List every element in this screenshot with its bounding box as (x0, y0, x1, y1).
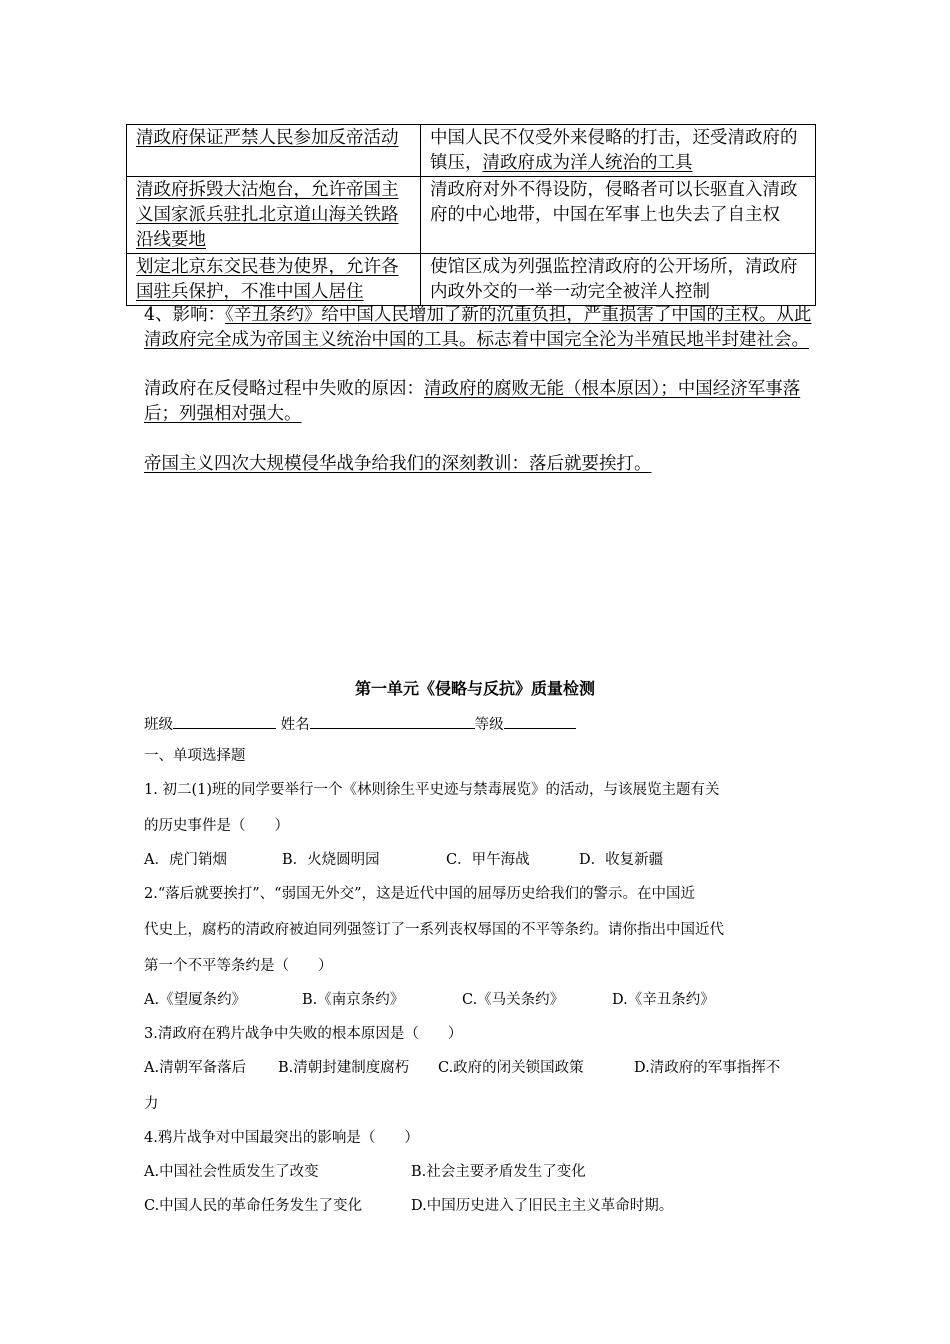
table-cell-content (127, 125, 421, 177)
treaty-content-text: 清政府保证严禁人民参加反帝活动 (136, 128, 399, 148)
table-row (127, 125, 816, 177)
question-3-line: 3.清政府在鸦片战争中失败的根本原因是（ ） (144, 1026, 463, 1042)
option-a[interactable]: A.中国社会性质发生了改变 (144, 1164, 319, 1180)
name-label: 姓名 (280, 717, 310, 733)
question-2-options (144, 990, 715, 1010)
quiz-title: 第一单元《侵略与反抗》质量检测 (354, 679, 595, 698)
option-b[interactable]: B．火烧圆明园 (282, 852, 380, 868)
table-row (127, 254, 816, 306)
question-3-options (144, 1058, 780, 1078)
influence-text: 《辛丑条约》给中国人民增加了新的沉重负担，严重损害了中国的主权。从此清政府完全成为帝国主义统治中国的工具。标志着中国完全沦为半殖民地半封建社会。 (144, 305, 812, 350)
impact-text: 中国人民不仅受外来侵略的打击，还受清政府的镇压， (430, 128, 798, 173)
question-4-line: 4.鸦片战争对中国最突出的影响是（ ） (144, 1130, 419, 1146)
lesson-text: 帝国主义四次大规模侵华战争给我们的深刻教训：落后就要挨打。 (144, 454, 652, 474)
option-b[interactable]: B.社会主要矛盾发生了变化 (411, 1164, 586, 1180)
table-cell-content (127, 254, 421, 306)
option-c[interactable]: C.《马关条约》 (462, 992, 565, 1008)
table-cell-impact (421, 125, 816, 177)
question-4-options (144, 1162, 586, 1182)
option-c[interactable]: C．甲午海战 (446, 852, 530, 868)
treaty-content-text: 清政府拆毁大沽炮台，允许帝国主义国家派兵驻扎北京道山海关铁路沿线要地 (136, 180, 399, 250)
grade-label: 等级 (474, 717, 504, 733)
influence-label: 4、影响： (144, 305, 226, 325)
reason-label: 清政府在反侵略过程中失败的原因： (144, 379, 424, 399)
table-row (127, 177, 816, 254)
option-d-continuation: 力 (144, 1096, 159, 1112)
reason-text: 清政府的腐败无能（根本原因）；中国经济军事落后；列强相对强大。 (144, 379, 801, 424)
treaty-effects-table (126, 124, 816, 306)
option-b[interactable]: B.清朝封建制度腐朽 (278, 1060, 410, 1076)
option-d[interactable]: D.清政府的军事指挥不 (634, 1060, 781, 1076)
treaty-content-text: 划定北京东交民巷为使界，允许各国驻兵保护，不准中国人居住 (136, 257, 399, 302)
question-1-line: 1. 初二(1)班的同学要举行一个《林则徐生平史迹与禁毒展览》的活动，与该展览主题有关 (144, 782, 720, 798)
quiz-header-line (144, 712, 576, 735)
option-c[interactable]: C.政府的闭关锁国政策 (438, 1060, 584, 1076)
table-cell-impact (421, 177, 816, 254)
table-cell-impact (421, 254, 816, 306)
grade-field[interactable] (504, 712, 576, 729)
class-label: 班级 (144, 717, 173, 733)
influence-paragraph (144, 303, 816, 353)
option-a[interactable]: A.清朝军备落后 (144, 1060, 247, 1076)
option-d[interactable]: D．收复新疆 (579, 852, 664, 868)
table-cell-content (127, 177, 421, 254)
option-d[interactable]: D.中国历史进入了旧民主主义革命时期。 (411, 1198, 674, 1214)
question-2-line: 2.“落后就要挨打”、“弱国无外交”，这是近代中国的屈辱历史给我们的警示。在中国近 (144, 886, 695, 902)
option-d[interactable]: D.《辛丑条约》 (612, 992, 715, 1008)
question-4-options (144, 1196, 673, 1216)
option-c[interactable]: C.中国人民的革命任务发生了变化 (144, 1198, 363, 1214)
question-2-line: 第一个不平等条约是（ ） (144, 958, 333, 974)
impact-text: 使馆区成为列强监控清政府的公开场所，清政府内政外交的一举一动完全被洋人控制 (430, 257, 798, 302)
name-field[interactable] (310, 712, 475, 729)
option-a[interactable]: A.《望厦条约》 (144, 992, 247, 1008)
option-b[interactable]: B.《南京条约》 (302, 992, 405, 1008)
question-2-line: 代史上，腐朽的清政府被迫同列强签订了一系列丧权辱国的不平等条约。请你指出中国近代 (144, 922, 724, 938)
question-1-options (144, 850, 663, 870)
option-a[interactable]: A．虎门销烟 (144, 852, 227, 868)
impact-text: 清政府对外不得设防，侵略者可以长驱直入清政府的中心地带，中国在军事上也失去了自主权 (430, 180, 798, 225)
section-heading: 一、单项选择题 (144, 748, 246, 764)
class-field[interactable] (173, 712, 276, 729)
failure-reason-paragraph (144, 377, 816, 427)
lesson-paragraph (144, 452, 816, 477)
question-1-line: 的历史事件是（ ） (144, 818, 289, 834)
impact-underlined-text: 清政府成为洋人统治的工具 (482, 153, 693, 173)
